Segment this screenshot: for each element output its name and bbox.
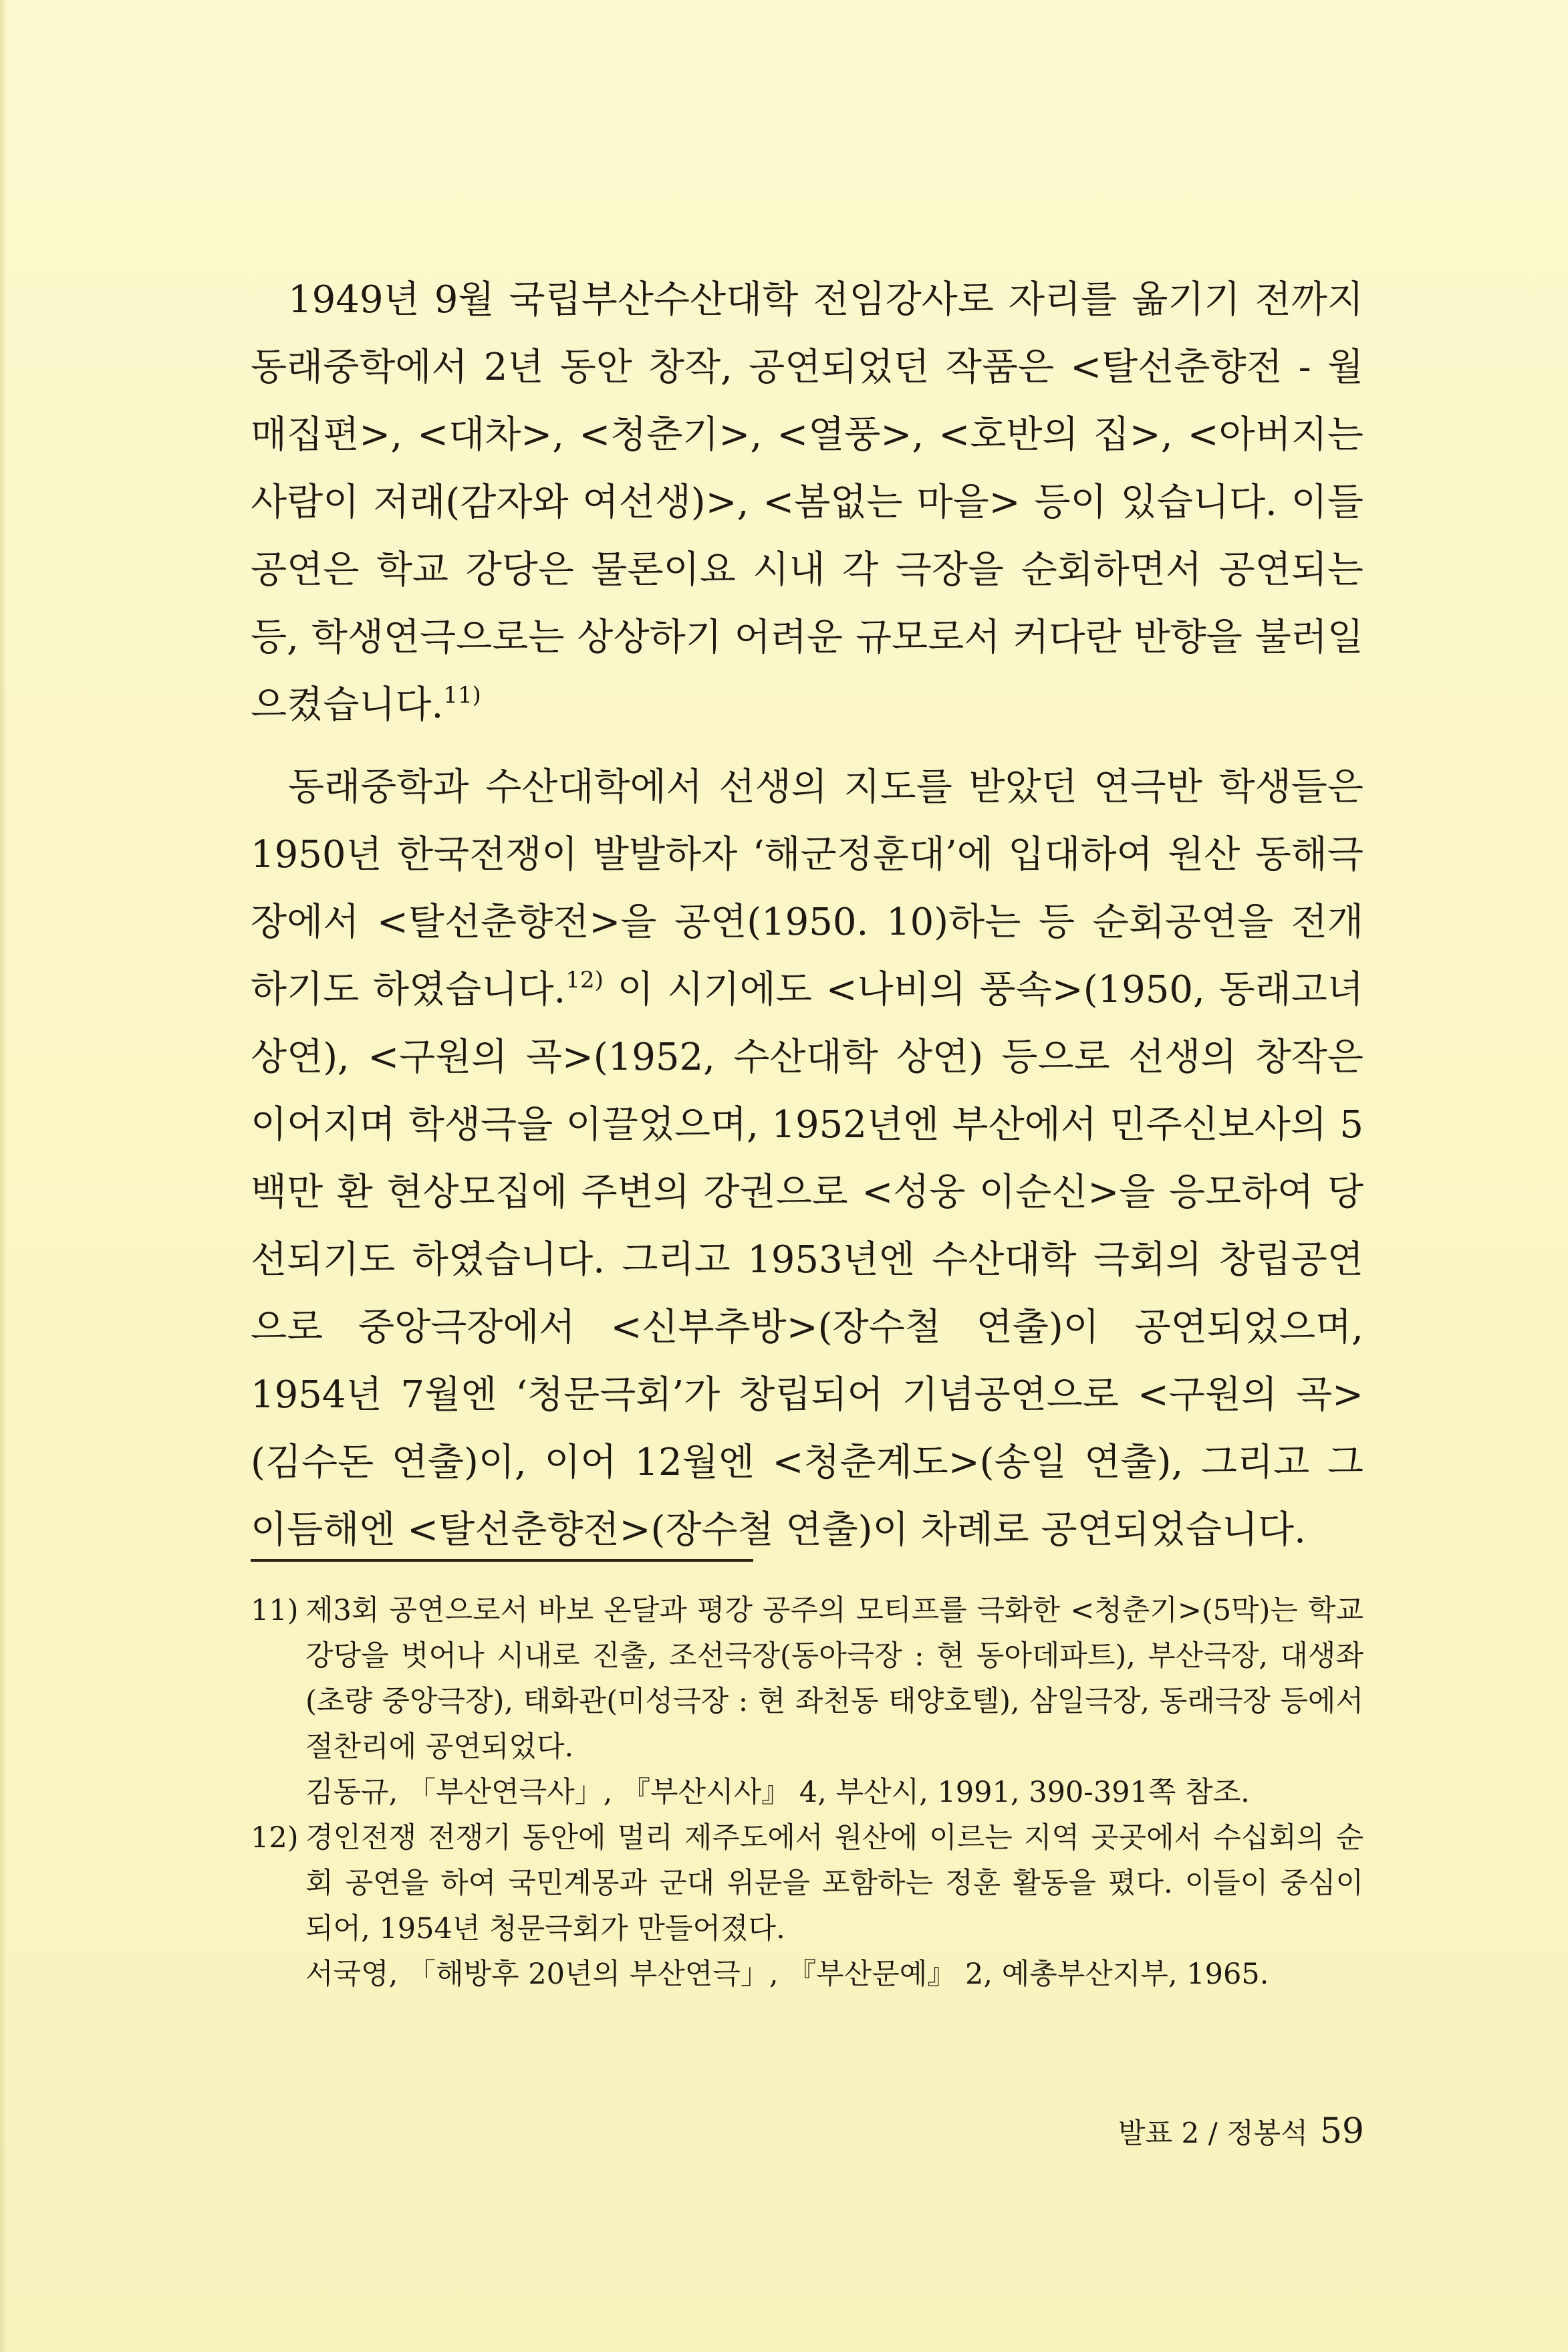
footnote-citation: 서국영, 「해방후 20년의 부산연극」, 『부산문예』 2, 예총부산지부, 1965. [305, 1958, 1269, 1991]
footnote-ref-11: 11) [443, 682, 481, 709]
footnote-12 [251, 1815, 1363, 1997]
footnote-ref-12: 12) [565, 967, 604, 993]
page-number: 59 [1319, 2111, 1364, 2151]
paragraph-2-text-a: 동래중학과 수산대학에서 선생의 지도를 받았던 연극반 학생들은 1950년 한국전쟁이 발발하자 ‘해군정훈대’에 입대하여 원산 동해극장에서 <탈선춘향전>을 공연(1950. 10)하는 등 순회공연을 전개하기도 하였습니다. [251, 766, 1363, 1012]
page-edge-shadow [0, 0, 7, 2352]
footnote-text: 경인전쟁 전쟁기 동안에 멀리 제주도에서 원산에 이르는 지역 곳곳에서 수십회의 순회 공연을 하여 국민계몽과 군대 위문을 포함하는 정훈 활동을 폈다. 이들이 중심이 되어, 1954년 청문극회가 만들어졌다. [305, 1821, 1363, 1946]
footnote-body [305, 1815, 1363, 1997]
main-text [251, 266, 1363, 1564]
footnote-number: 12) [251, 1821, 299, 1855]
footnote-text: 제3회 공연으로서 바보 온달과 평강 공주의 모티프를 극화한 <청춘기>(5막)는 학교 강당을 벗어나 시내로 진출, 조선극장(동아극장 : 현 동아데파트), 부산극장, 대생좌(초량 중앙극장), 태화관(미성극장 : 현 좌천동 태양호텔), 삼일극장, 동래극장 등에서 절찬리에 공연되었다. [305, 1594, 1363, 1764]
footnote-divider [251, 1559, 753, 1562]
footnote-citation: 김동규, 「부산연극사」, 『부산시사』 4, 부산시, 1991, 390-391쪽 참조. [305, 1776, 1250, 1809]
footnotes [251, 1588, 1363, 1997]
paragraph-2 [251, 753, 1363, 1564]
paragraph-1 [251, 266, 1363, 739]
running-footer-label: 발표 2 / 정봉석 [1118, 2117, 1308, 2149]
page-footer [1118, 2111, 1364, 2151]
paragraph-1-text: 1949년 9월 국립부산수산대학 전임강사로 자리를 옮기기 전까지 동래중학에서 2년 동안 창작, 공연되었던 작품은 <탈선춘향전 - 월매집편>, <대차>, <청춘기>, <열풍>, <호반의 집>, <아버지는 사람이 저래(감자와 여선생)>, <봄없는 마을> 등이 있습니다. 이들 공연은 학교 강당은 물론이요 시내 각 극장을 순회하면서 공연되는 등, 학생연극으로는 상상하기 어려운 규모로서 커다란 반향을 불러일으켰습니다. [251, 278, 1363, 727]
footnote-body [305, 1588, 1363, 1815]
paragraph-2-text-b: 이 시기에도 <나비의 풍속>(1950, 동래고녀 상연), <구원의 곡>(1952, 수산대학 상연) 등으로 선생의 창작은 이어지며 학생극을 이끌었으며, 1952년엔 부산에서 민주신보사의 5백만 환 현상모집에 주변의 강권으로 <성웅 이순신>을 응모하여 당선되기도 하였습니다. 그리고 1953년엔 수산대학 극회의 창립공연으로 중앙극장에서 <신부추방>(장수철 연출)이 공연되었으며, 1954년 7월엔 ‘청문극회’가 창립되어 기념공연으로 <구원의 곡>(김수돈 연출)이, 이어 12월엔 <청춘계도>(송일 연출), 그리고 그 이듬해엔 <탈선춘향전>(장수철 연출)이 차례로 공연되었습니다. [251, 968, 1363, 1552]
footnote-number: 11) [251, 1594, 299, 1627]
footnote-11 [251, 1588, 1363, 1815]
